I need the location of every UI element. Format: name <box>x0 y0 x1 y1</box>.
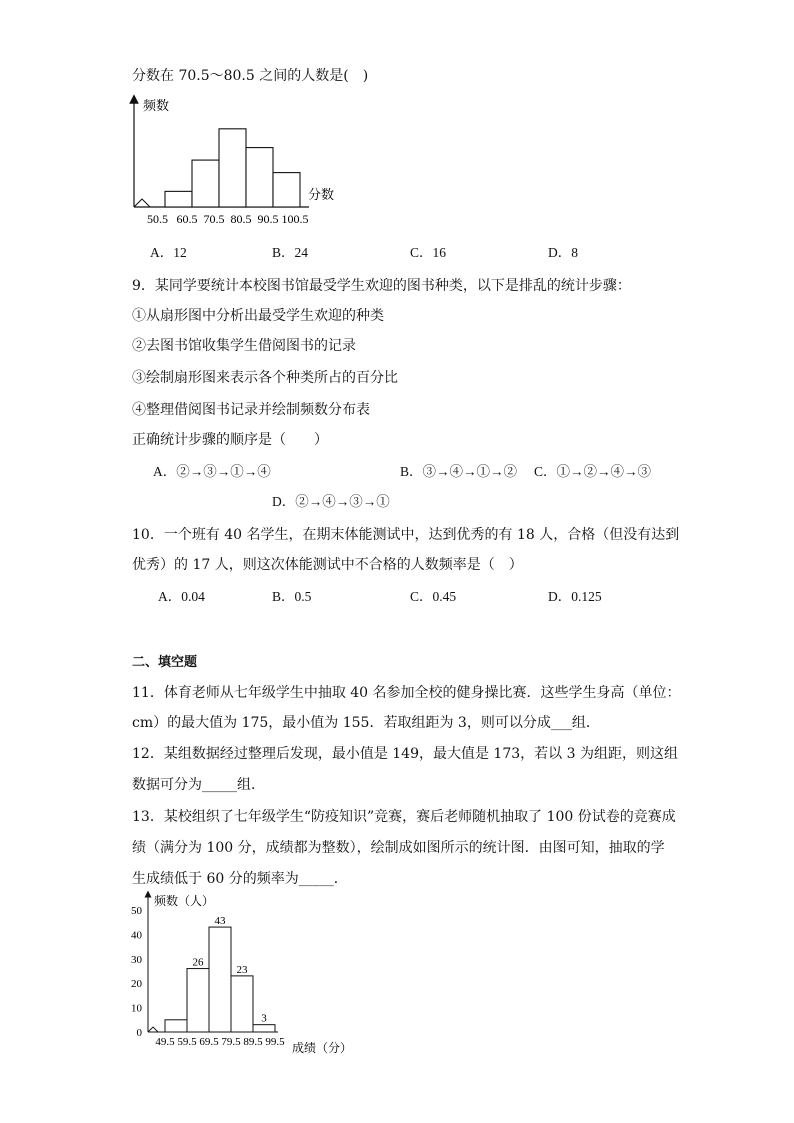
q9-option-c[interactable]: C．①→②→④→③ <box>534 464 652 479</box>
q13-bar-3 <box>209 927 231 1032</box>
q11-line-2: cm）的最大值为 175，最小值为 155．若取组距为 3，则可以分成___组． <box>132 715 600 731</box>
q13-x-tick: 79.5 <box>221 1036 241 1048</box>
q8-bar-5 <box>273 173 300 207</box>
q8-bar-2 <box>192 160 219 207</box>
q8-histogram <box>125 95 345 235</box>
q13-line-1: 13．某校组织了七年级学生“防疫知识”竞赛，赛后老师随机抽取了 100 份试卷的竞赛成 <box>132 809 676 825</box>
q10-option-d[interactable]: D．0.125 <box>548 589 602 604</box>
q13-data-label: 3 <box>261 1012 267 1025</box>
q13-data-label: 23 <box>236 963 248 976</box>
q13-bar-4 <box>231 976 253 1032</box>
q8-bar-3 <box>219 129 246 207</box>
q8-option-d[interactable]: D．8 <box>548 245 578 260</box>
q13-bar-2 <box>187 969 209 1032</box>
q9-step-3: ③绘制扇形图来表示各个种类所占的百分比 <box>132 370 398 386</box>
q13-y-tick: 0 <box>136 1027 142 1039</box>
q13-axis-break <box>148 1027 158 1032</box>
q8-x-tick: 60.5 <box>176 212 198 226</box>
q10-option-b[interactable]: B．0.5 <box>272 589 312 604</box>
q9-option-b[interactable]: B．③→④→①→② <box>400 464 518 479</box>
q13-y-tick: 50 <box>131 905 142 917</box>
q13-y-label: 频数（人） <box>154 894 215 908</box>
q8-bar-1 <box>165 191 192 207</box>
q12-line-2: 数据可分为_____组． <box>132 777 265 793</box>
q13-x-tick: 49.5 <box>155 1036 175 1048</box>
q8-x-tick: 80.5 <box>230 212 252 226</box>
section-title: 二、填空题 <box>132 655 198 670</box>
q9-step-4: ④整理借阅图书记录并绘制频数分布表 <box>132 402 370 418</box>
q13-histogram <box>128 890 368 1065</box>
q8-bar-4 <box>246 148 273 207</box>
q13-bar-1 <box>165 1020 187 1032</box>
q9-option-d[interactable]: D．②→④→③→① <box>272 494 390 509</box>
q13-line-2: 绩（满分为 100 分，成绩都为整数），绘制成如图所示的统计图．由图可知，抽取的学 <box>132 840 665 856</box>
q13-line-3: 生成绩低于 60 分的频率为_____． <box>132 871 348 887</box>
q13-x-label: 成绩（分） <box>292 1041 353 1055</box>
q13-x-tick: 59.5 <box>177 1036 197 1048</box>
q8-x-label: 分数 <box>308 187 335 202</box>
q8-x-tick: 100.5 <box>281 212 309 226</box>
q8-option-b[interactable]: B．24 <box>272 245 309 260</box>
q10-line-1: 10．一个班有 40 名学生，在期末体能测试中，达到优秀的有 18 人，合格（但没有达到 <box>132 527 680 543</box>
q9-ask: 正确统计步骤的顺序是（ ） <box>132 432 328 448</box>
q8-option-c[interactable]: C．16 <box>410 245 447 260</box>
q13-x-tick: 89.5 <box>243 1036 263 1048</box>
q13-y-tick: 10 <box>131 1002 142 1015</box>
q10-line-2: 优秀）的 17 人，则这次体能测试中不合格的人数频率是（ ） <box>132 557 523 573</box>
q13-x-tick: 99.5 <box>265 1036 285 1048</box>
q12-line-1: 12．某组数据经过整理后发现，最小值是 149，最大值是 173，若以 3 为组距，则这组 <box>132 746 678 762</box>
q13-bar-5 <box>253 1025 275 1032</box>
q8-option-a[interactable]: A．12 <box>150 245 187 260</box>
q8-x-tick: 90.5 <box>257 212 279 226</box>
q9-stem: 9．某同学要统计本校图书馆最受学生欢迎的图书种类，以下是排乱的统计步骤： <box>132 278 631 294</box>
q8-x-tick: 70.5 <box>203 212 225 226</box>
q13-data-label: 43 <box>214 915 226 928</box>
q13-y-tick: 20 <box>131 978 142 991</box>
q13-x-tick: 69.5 <box>199 1036 219 1048</box>
q10-option-a[interactable]: A．0.04 <box>158 589 205 604</box>
q13-y-tick: 30 <box>131 953 142 966</box>
q9-step-2: ②去图书馆收集学生借阅图书的记录 <box>132 338 356 354</box>
q8-y-label: 频数 <box>143 98 170 113</box>
q13-data-label: 26 <box>192 956 204 969</box>
q9-option-a[interactable]: A．②→③→①→④ <box>153 464 271 479</box>
q8-axis-break <box>134 199 150 207</box>
q10-option-c[interactable]: C．0.45 <box>410 589 457 604</box>
q8-x-tick: 50.5 <box>147 212 168 226</box>
q9-step-1: ①从扇形图中分析出最受学生欢迎的种类 <box>132 308 384 324</box>
q11-line-1: 11．体育老师从七年级学生中抽取 40 名参加全校的健身操比赛．这些学生身高（单位： <box>132 685 681 701</box>
q13-y-tick: 40 <box>131 929 142 942</box>
q8-stem: 分数在 70.5～80.5 之间的人数是( ) <box>132 68 369 84</box>
